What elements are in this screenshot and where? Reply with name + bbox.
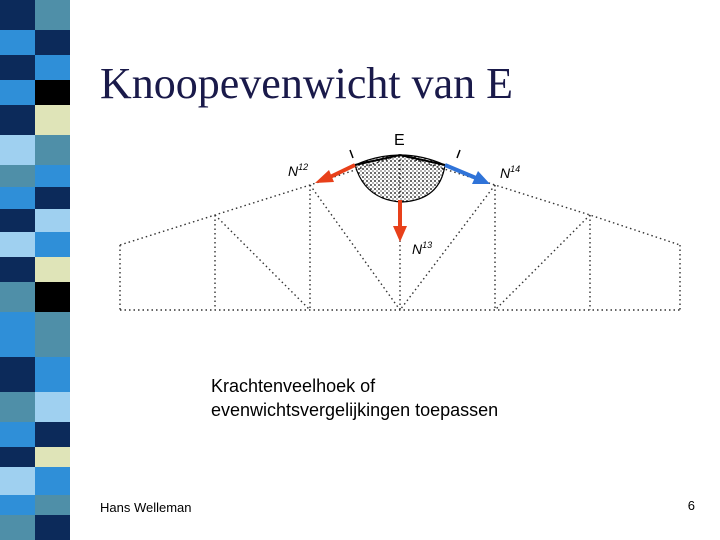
caption-line-2: evenwichtsvergelijkingen toepassen [211,400,499,420]
page-number: 6 [687,498,695,513]
slide-title: Knoopevenwicht van E [100,59,513,108]
force-label-n13: $N^{13}$ [412,240,433,257]
force-arrow-n13 [393,200,407,242]
force-arrow-n14 [445,165,490,184]
footer-author: Hans Welleman [100,500,192,515]
truss-diagram [110,120,690,320]
force-arrow-n12 [315,165,355,183]
caption-line-1: Krachtenveelhoek of [211,376,376,396]
node-label-e: E [394,132,405,149]
force-label-n14: $N^{14}$ [500,164,521,181]
force-label-n12: $N^{12}$ [288,162,309,179]
decorative-stripe [0,0,70,540]
caption [211,374,498,422]
